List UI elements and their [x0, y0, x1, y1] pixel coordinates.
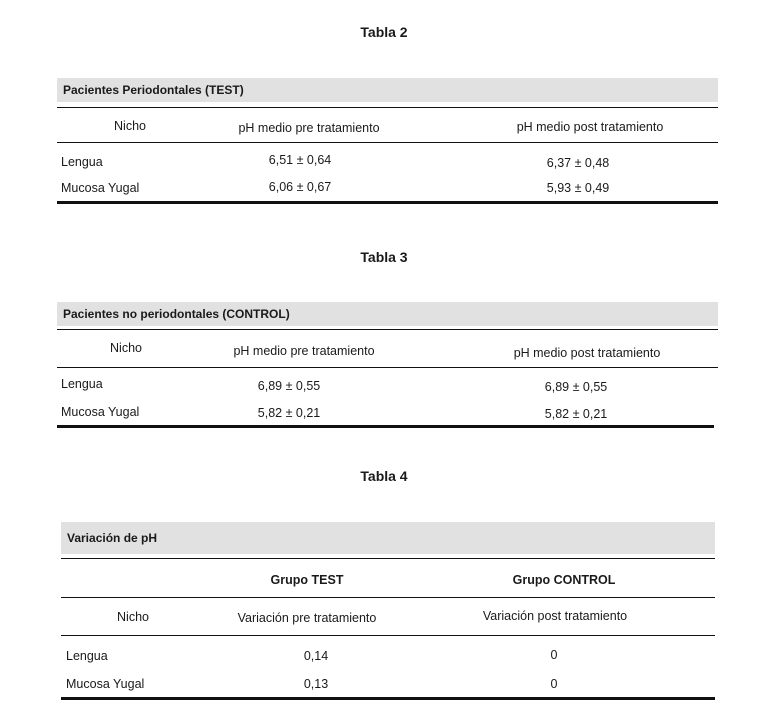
- tabla-2-header-pre: pH medio pre tratamiento: [238, 121, 380, 135]
- tabla-4-group-rule: [61, 597, 715, 598]
- tabla-2-header-post: pH medio post tratamiento: [516, 120, 664, 134]
- tabla-4-group-test: Grupo TEST: [270, 573, 344, 587]
- tabla-3-row-2-pre: 5,82 ± 0,21: [257, 406, 321, 420]
- tabla-4-row-1-nicho: Lengua: [66, 649, 108, 663]
- tabla-4-top-rule: [61, 558, 715, 559]
- tabla-3-row-2-nicho: Mucosa Yugal: [61, 405, 140, 419]
- tabla-4-row-1-post: 0: [550, 648, 558, 662]
- tabla-4-row-2-nicho: Mucosa Yugal: [66, 677, 145, 691]
- tabla-4-bottom-rule: [61, 697, 715, 700]
- tabla-4-group-control: Grupo CONTROL: [512, 573, 616, 587]
- tabla-3-row-1-nicho: Lengua: [61, 377, 103, 391]
- tabla-3-row-2-post: 5,82 ± 0,21: [544, 407, 608, 421]
- tabla-3-header-post: pH medio post tratamiento: [513, 346, 661, 360]
- tabla-2-row-2-pre: 6,06 ± 0,67: [268, 180, 332, 194]
- tabla-2-group-header: Pacientes Periodontales (TEST): [57, 78, 718, 102]
- tabla-3-row-1-pre: 6,89 ± 0,55: [257, 379, 321, 393]
- tabla-2-row-2-nicho: Mucosa Yugal: [61, 181, 140, 195]
- tabla-4-row-2-pre: 0,13: [303, 677, 329, 691]
- tabla-4-group-header: Variación de pH: [61, 522, 715, 554]
- tabla-4-row-2-post: 0: [550, 677, 558, 691]
- tabla-4-header-nicho: Nicho: [117, 610, 149, 624]
- tabla-2-row-1-nicho: Lengua: [61, 155, 103, 169]
- tabla-3-top-rule: [57, 329, 718, 330]
- tabla-3-row-1-post: 6,89 ± 0,55: [544, 380, 608, 394]
- tabla-2-header-rule: [57, 142, 718, 143]
- tabla-4-header-rule: [61, 635, 715, 636]
- tabla-2-row-1-pre: 6,51 ± 0,64: [268, 153, 332, 167]
- tabla-3-title: Tabla 3: [360, 249, 408, 265]
- tabla-4-row-1-pre: 0,14: [303, 649, 329, 663]
- tabla-4-header-post: Variación post tratamiento: [482, 609, 628, 623]
- tabla-2-top-rule: [57, 107, 718, 108]
- tabla-3-group-header: Pacientes no periodontales (CONTROL): [57, 302, 718, 326]
- tabla-4-header-pre: Variación pre tratamiento: [237, 611, 377, 625]
- tabla-3-header-pre: pH medio pre tratamiento: [233, 344, 375, 358]
- tabla-2-bottom-rule: [57, 201, 718, 204]
- tabla-3-header-rule: [57, 367, 718, 368]
- tabla-2-title: Tabla 2: [360, 24, 408, 40]
- tabla-2-row-2-post: 5,93 ± 0,49: [546, 181, 610, 195]
- tabla-4-title: Tabla 4: [360, 468, 408, 484]
- tabla-3-header-nicho: Nicho: [110, 341, 142, 355]
- tabla-2-header-nicho: Nicho: [114, 119, 146, 133]
- tabla-2-row-1-post: 6,37 ± 0,48: [546, 156, 610, 170]
- tabla-3-bottom-rule: [57, 425, 714, 428]
